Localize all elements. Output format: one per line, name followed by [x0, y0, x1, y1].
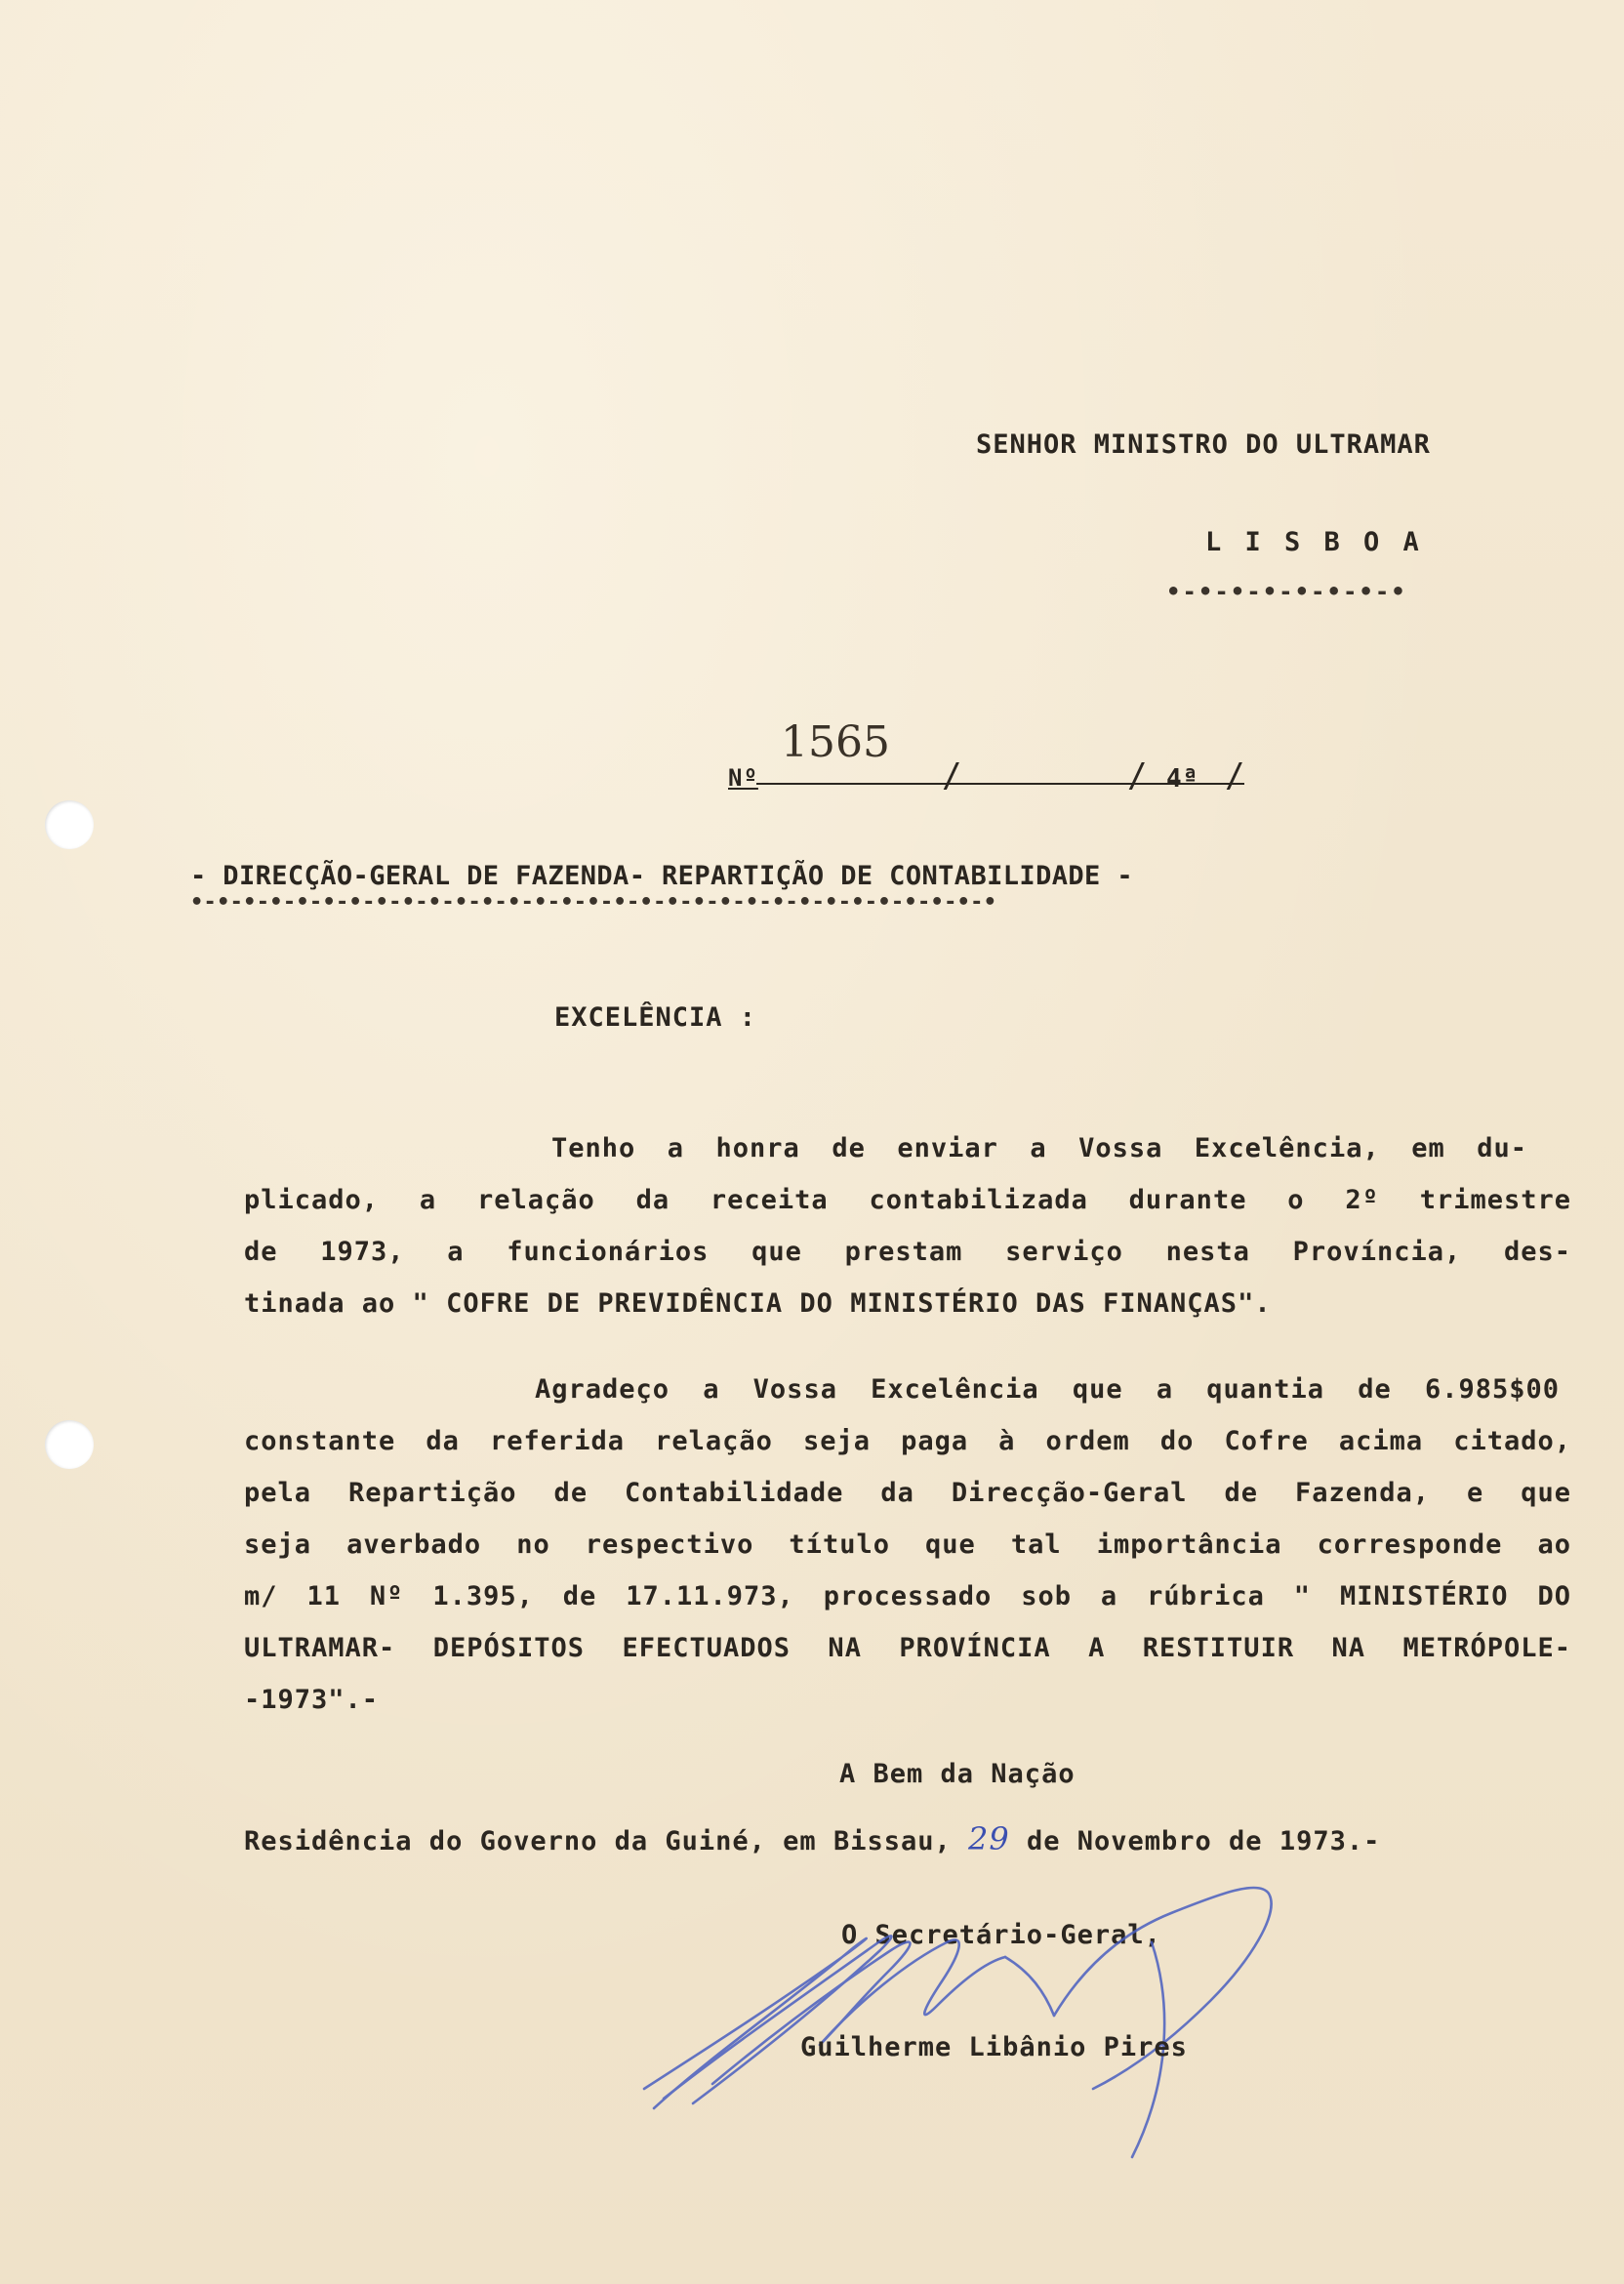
- paragraph-1-line-3: de 1973, a funcionários que prestam serviço nesta Província, des-: [244, 1237, 1571, 1267]
- paragraph-1: [244, 1122, 1571, 1329]
- paragraph-1-line-2: plicado, a relação da receita contabilizada durante o 2º trimestre: [244, 1185, 1571, 1215]
- reference-number: 1565: [781, 717, 890, 767]
- paragraph-2: [244, 1364, 1571, 1726]
- closing-month-year: de Novembro de 1973.-: [1026, 1826, 1381, 1856]
- closing-day: 29: [968, 1820, 1010, 1857]
- city: L I S B O A: [1205, 527, 1423, 557]
- closing-place: Residência do Governo da Guiné, em Bissau,: [244, 1826, 952, 1856]
- punch-hole-top: [45, 800, 94, 849]
- paragraph-1-line-1: Tenho a honra de enviar a Vossa Excelência, em du-: [551, 1133, 1527, 1163]
- paragraph-2-line-3: pela Repartição de Contabilidade da Direcção-Geral de Fazenda, e que: [244, 1478, 1571, 1508]
- reference-section: 4ª: [1166, 764, 1199, 794]
- reference-prefix: Nº: [728, 764, 758, 792]
- reference-sep-3: /: [1225, 756, 1246, 795]
- reference-sep-2: /: [1127, 756, 1149, 795]
- closing-motto: A Bem da Nação: [839, 1759, 1076, 1789]
- paragraph-1-line-4: tinada ao " COFRE DE PREVIDÊNCIA DO MINISTÉRIO DAS FINANÇAS".: [244, 1288, 1272, 1319]
- paragraph-2-line-4: seja averbado no respectivo título que tal importância corresponde ao: [244, 1529, 1571, 1560]
- paragraph-2-line-5: m/ 11 Nº 1.395, de 17.11.973, processado sob a rúbrica " MINISTÉRIO DO: [244, 1581, 1571, 1611]
- handwritten-signature: [625, 1835, 1327, 2167]
- punch-hole-bottom: [45, 1420, 94, 1469]
- addressee: SENHOR MINISTRO DO ULTRAMAR: [976, 429, 1431, 460]
- city-underline: •-•-•-•-•-•-•-•: [1166, 578, 1407, 605]
- paragraph-2-line-7: -1973".-: [244, 1685, 380, 1715]
- signatory-role: O Secretário-Geral,: [841, 1920, 1161, 1950]
- salutation: EXCELÊNCIA :: [554, 1002, 757, 1033]
- reference-sep-1: /: [942, 756, 963, 795]
- signatory-name: Guilherme Libânio Pires: [800, 2032, 1188, 2062]
- department-title: - DIRECÇÃO-GERAL DE FAZENDA- REPARTIÇÃO DE CONTABILIDADE -: [190, 861, 1134, 891]
- paragraph-2-line-2: constante da referida relação seja paga à ordem do Cofre acima citado,: [244, 1426, 1571, 1456]
- paragraph-2-line-1: Agradeço a Vossa Excelência que a quantia de 6.985$00: [535, 1374, 1560, 1405]
- department-underline: •-•-•-•-•-•-•-•-•-•-•-•-•-•-•-•-•-•-•-•-•-•-•-•-•-•-•-•-•-•-•: [190, 890, 997, 915]
- paragraph-2-line-6: ULTRAMAR- DEPÓSITOS EFECTUADOS NA PROVÍNCIA A RESTITUIR NA METRÓPOLE-: [244, 1633, 1571, 1663]
